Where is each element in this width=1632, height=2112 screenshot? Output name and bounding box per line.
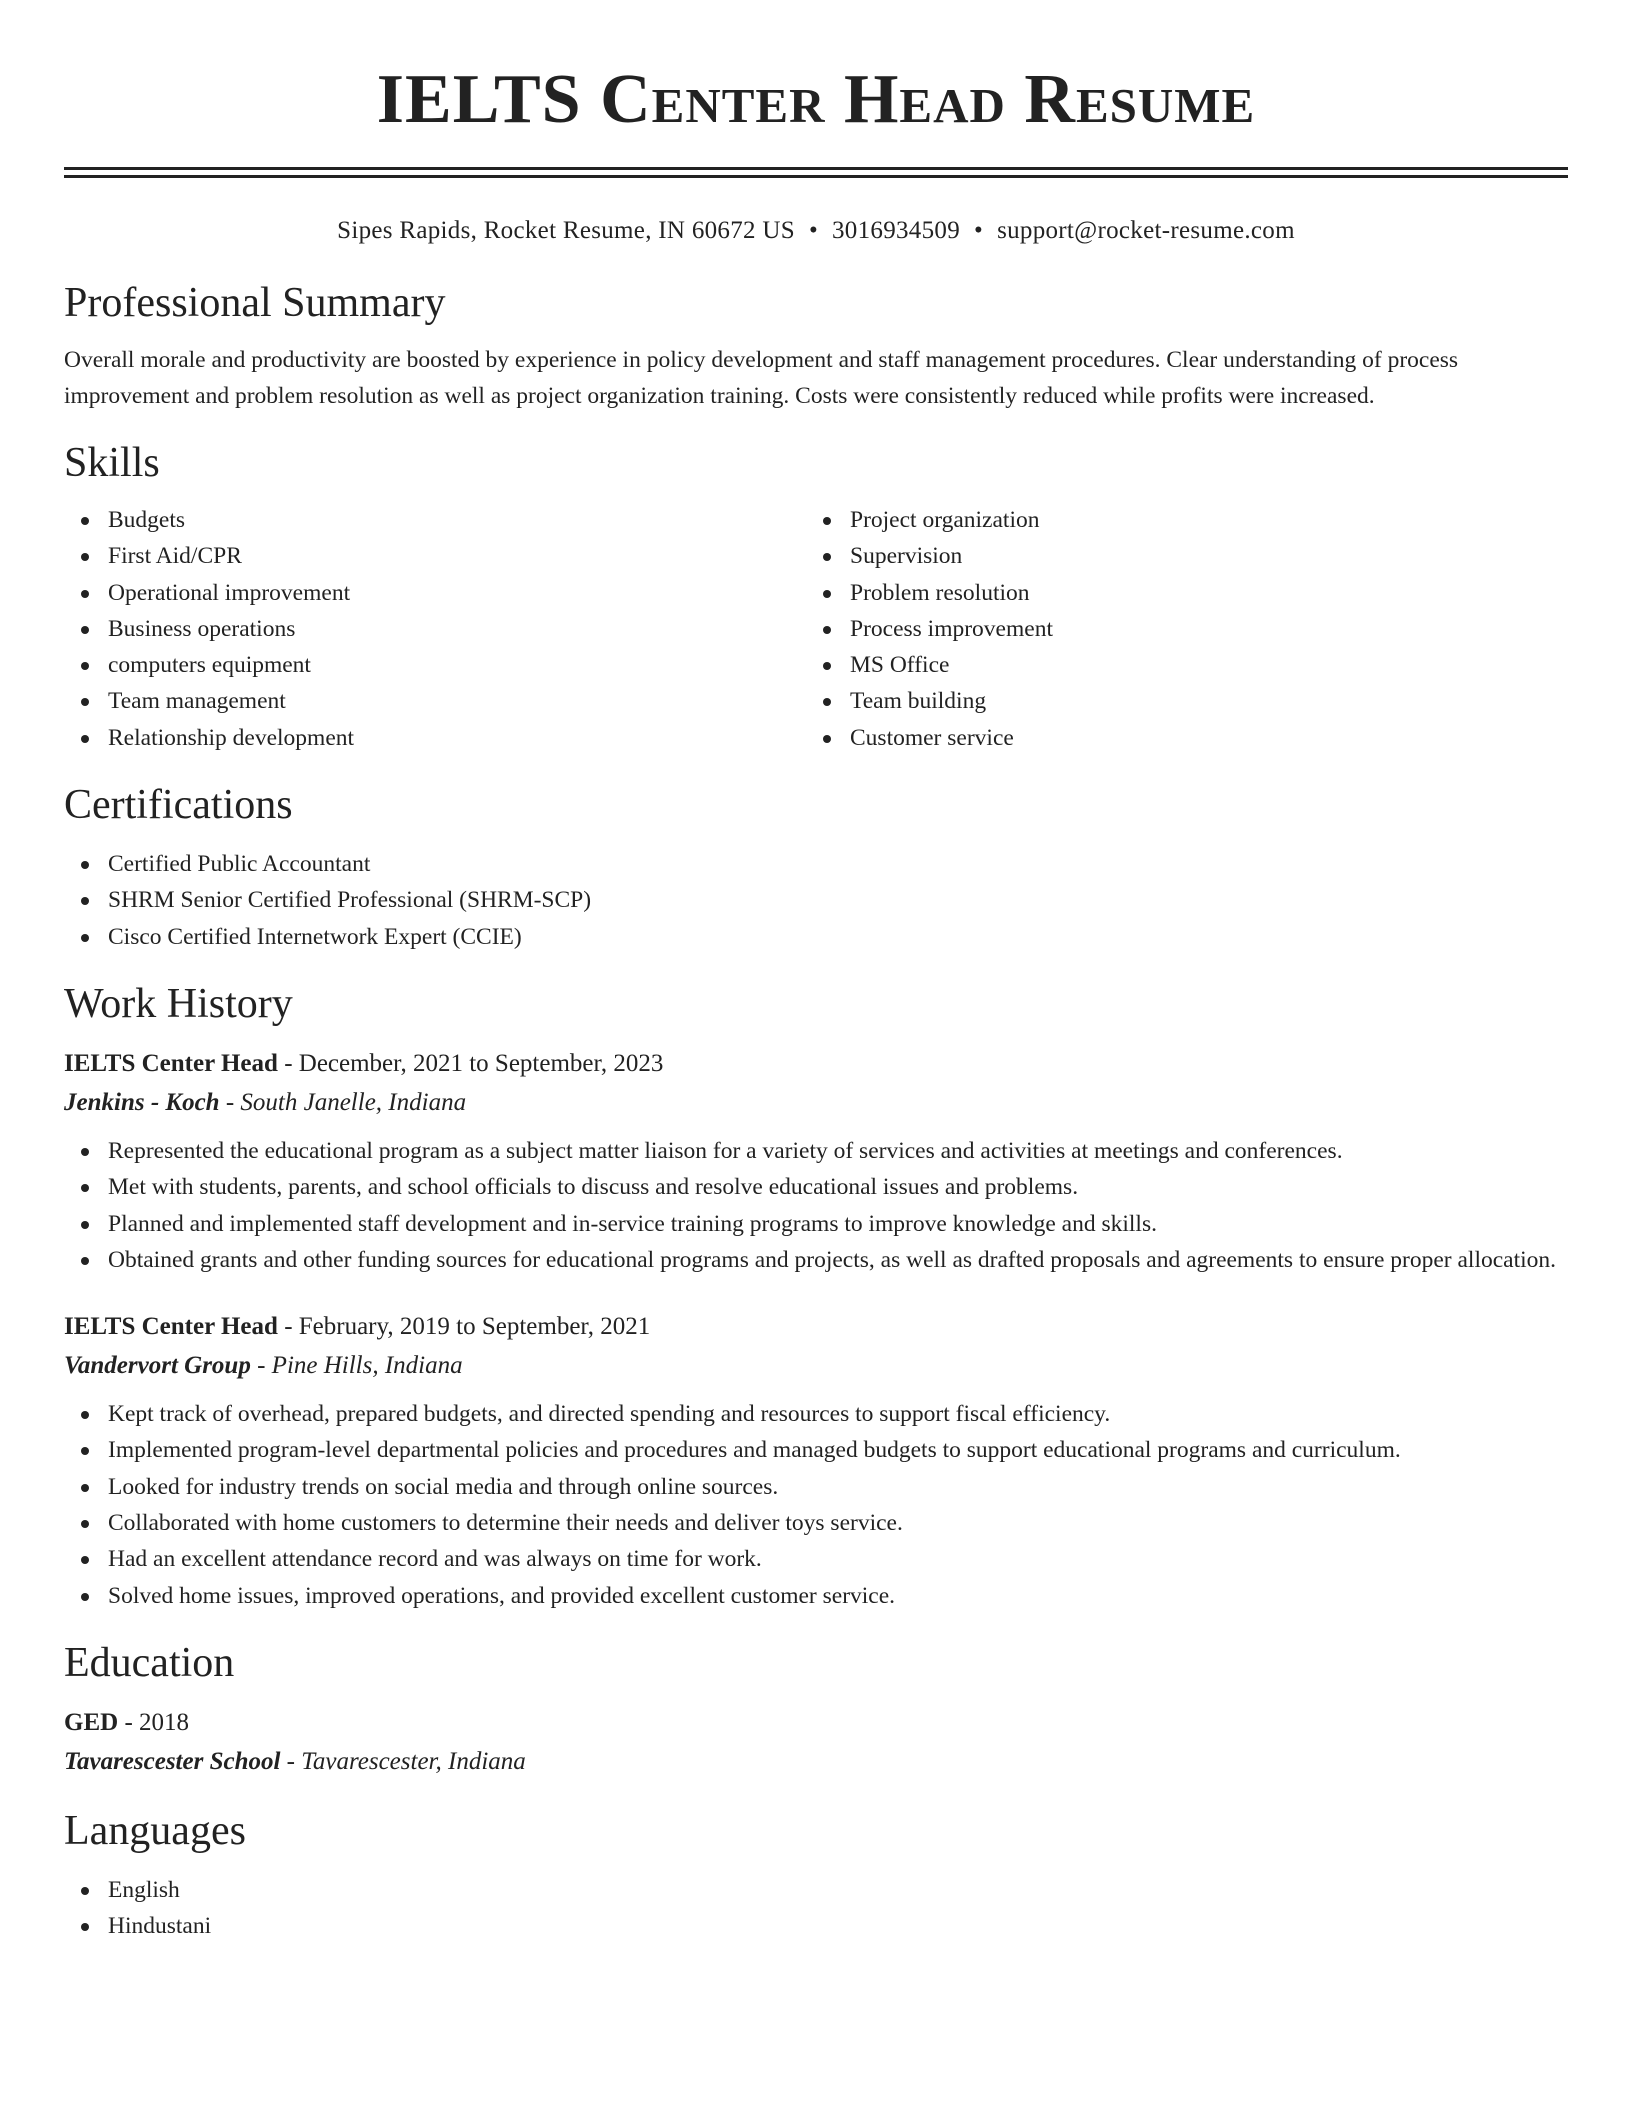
education-heading: Education bbox=[64, 1639, 235, 1686]
job-duties-list bbox=[64, 1396, 1568, 1614]
job-duty-item: Obtained grants and other funding sources for educational programs and projects, as well as drafted proposals and agreements to ensure proper allocation. bbox=[64, 1242, 1568, 1278]
job-dates: - December, 2021 to September, 2023 bbox=[277, 1049, 664, 1077]
job-title: IELTS Center Head bbox=[64, 1049, 278, 1077]
skill-item: Business operations bbox=[64, 611, 806, 647]
job-duty-item: Met with students, parents, and school officials to discuss and resolve educational issues and problems. bbox=[64, 1169, 1568, 1205]
job-duty-item: Looked for industry trends on social media and through online sources. bbox=[64, 1469, 1568, 1505]
skill-item: Operational improvement bbox=[64, 575, 806, 611]
education-school-line bbox=[64, 1742, 1568, 1782]
summary-text: Overall morale and productivity are boosted by experience in policy development and staff management procedures. Clear understanding of process improvement and problem resolution as well as project organization training. Costs were consistently reduced while profits were increased. bbox=[64, 347, 1459, 409]
skills-heading: Skills bbox=[64, 440, 160, 486]
job-title-line bbox=[64, 1308, 1568, 1346]
contact-phone: 3016934509 bbox=[832, 217, 960, 244]
job-company-line bbox=[64, 1083, 1568, 1123]
skill-item: Budgets bbox=[64, 502, 806, 538]
job-entry bbox=[64, 1308, 1568, 1614]
skills-grid bbox=[64, 502, 1568, 756]
skill-item: MS Office bbox=[806, 647, 1548, 683]
languages-heading: Languages bbox=[64, 1807, 246, 1854]
education-school: Tavarescester School bbox=[64, 1747, 281, 1775]
contact-email: support@rocket-resume.com bbox=[997, 217, 1295, 244]
job-duty-item: Implemented program-level departmental policies and procedures and managed budgets to support educational programs and curriculum. bbox=[64, 1432, 1568, 1468]
skill-item: Team building bbox=[806, 683, 1548, 719]
certification-item: Certified Public Accountant bbox=[64, 846, 1568, 882]
resume-page bbox=[64, 0, 1568, 1945]
skill-item: First Aid/CPR bbox=[64, 538, 806, 574]
contact-address: Sipes Rapids, Rocket Resume, IN 60672 US bbox=[337, 217, 795, 244]
contact-line bbox=[64, 214, 1568, 248]
job-title: IELTS Center Head bbox=[64, 1313, 278, 1341]
language-item: English bbox=[64, 1872, 1568, 1908]
language-item: Hindustani bbox=[64, 1908, 1568, 1944]
job-location: - Pine Hills, Indiana bbox=[250, 1352, 463, 1380]
education-location: - Tavarescester, Indiana bbox=[280, 1747, 526, 1775]
certifications-list bbox=[64, 846, 1568, 955]
certification-item: Cisco Certified Internetwork Expert (CCIE) bbox=[64, 919, 1568, 955]
skill-item: Supervision bbox=[806, 538, 1548, 574]
job-entry bbox=[64, 1045, 1568, 1278]
job-duty-item: Had an excellent attendance record and was always on time for work. bbox=[64, 1541, 1568, 1577]
certifications-heading: Certifications bbox=[64, 782, 293, 829]
certification-item: SHRM Senior Certified Professional (SHRM-SCP) bbox=[64, 882, 1568, 918]
skill-item: Problem resolution bbox=[806, 575, 1548, 611]
job-company: Vandervort Group bbox=[64, 1352, 251, 1380]
job-duty-item: Kept track of overhead, prepared budgets, and directed spending and resources to support fiscal efficiency. bbox=[64, 1396, 1568, 1432]
job-duty-item: Collaborated with home customers to determine their needs and deliver toys service. bbox=[64, 1505, 1568, 1541]
education-entry bbox=[64, 1704, 1568, 1782]
resume-title: IELTS Center Head Resume bbox=[376, 61, 1256, 138]
job-duty-item: Solved home issues, improved operations, and provided excellent customer service. bbox=[64, 1578, 1568, 1614]
work-history-heading: Work History bbox=[64, 980, 293, 1027]
job-company-line bbox=[64, 1346, 1568, 1386]
contact-separator: • bbox=[974, 217, 984, 244]
skill-item: Relationship development bbox=[64, 720, 806, 756]
job-company: Jenkins - Koch bbox=[64, 1088, 220, 1116]
job-location: - South Janelle, Indiana bbox=[219, 1088, 467, 1116]
contact-separator: • bbox=[808, 217, 818, 244]
job-duty-item: Planned and implemented staff development and in-service training programs to improve knowledge and skills. bbox=[64, 1206, 1568, 1242]
summary-heading: Professional Summary bbox=[64, 280, 446, 326]
job-title-line bbox=[64, 1045, 1568, 1083]
skill-item: Customer service bbox=[806, 720, 1548, 756]
skill-item: computers equipment bbox=[64, 647, 806, 683]
skill-item: Team management bbox=[64, 683, 806, 719]
skill-item: Project organization bbox=[806, 502, 1548, 538]
languages-list bbox=[64, 1872, 1568, 1945]
skill-item: Process improvement bbox=[806, 611, 1548, 647]
skills-list-left bbox=[64, 502, 806, 756]
education-degree: GED bbox=[64, 1708, 119, 1736]
skills-list-right bbox=[806, 502, 1548, 756]
education-degree-line bbox=[64, 1704, 1568, 1742]
job-duties-list bbox=[64, 1133, 1568, 1278]
job-duty-item: Represented the educational program as a subject matter liaison for a variety of services and activities at meetings and conferences. bbox=[64, 1133, 1568, 1169]
education-year: - 2018 bbox=[118, 1708, 190, 1736]
job-dates: - February, 2019 to September, 2021 bbox=[277, 1313, 651, 1341]
title-double-rule bbox=[64, 167, 1568, 178]
